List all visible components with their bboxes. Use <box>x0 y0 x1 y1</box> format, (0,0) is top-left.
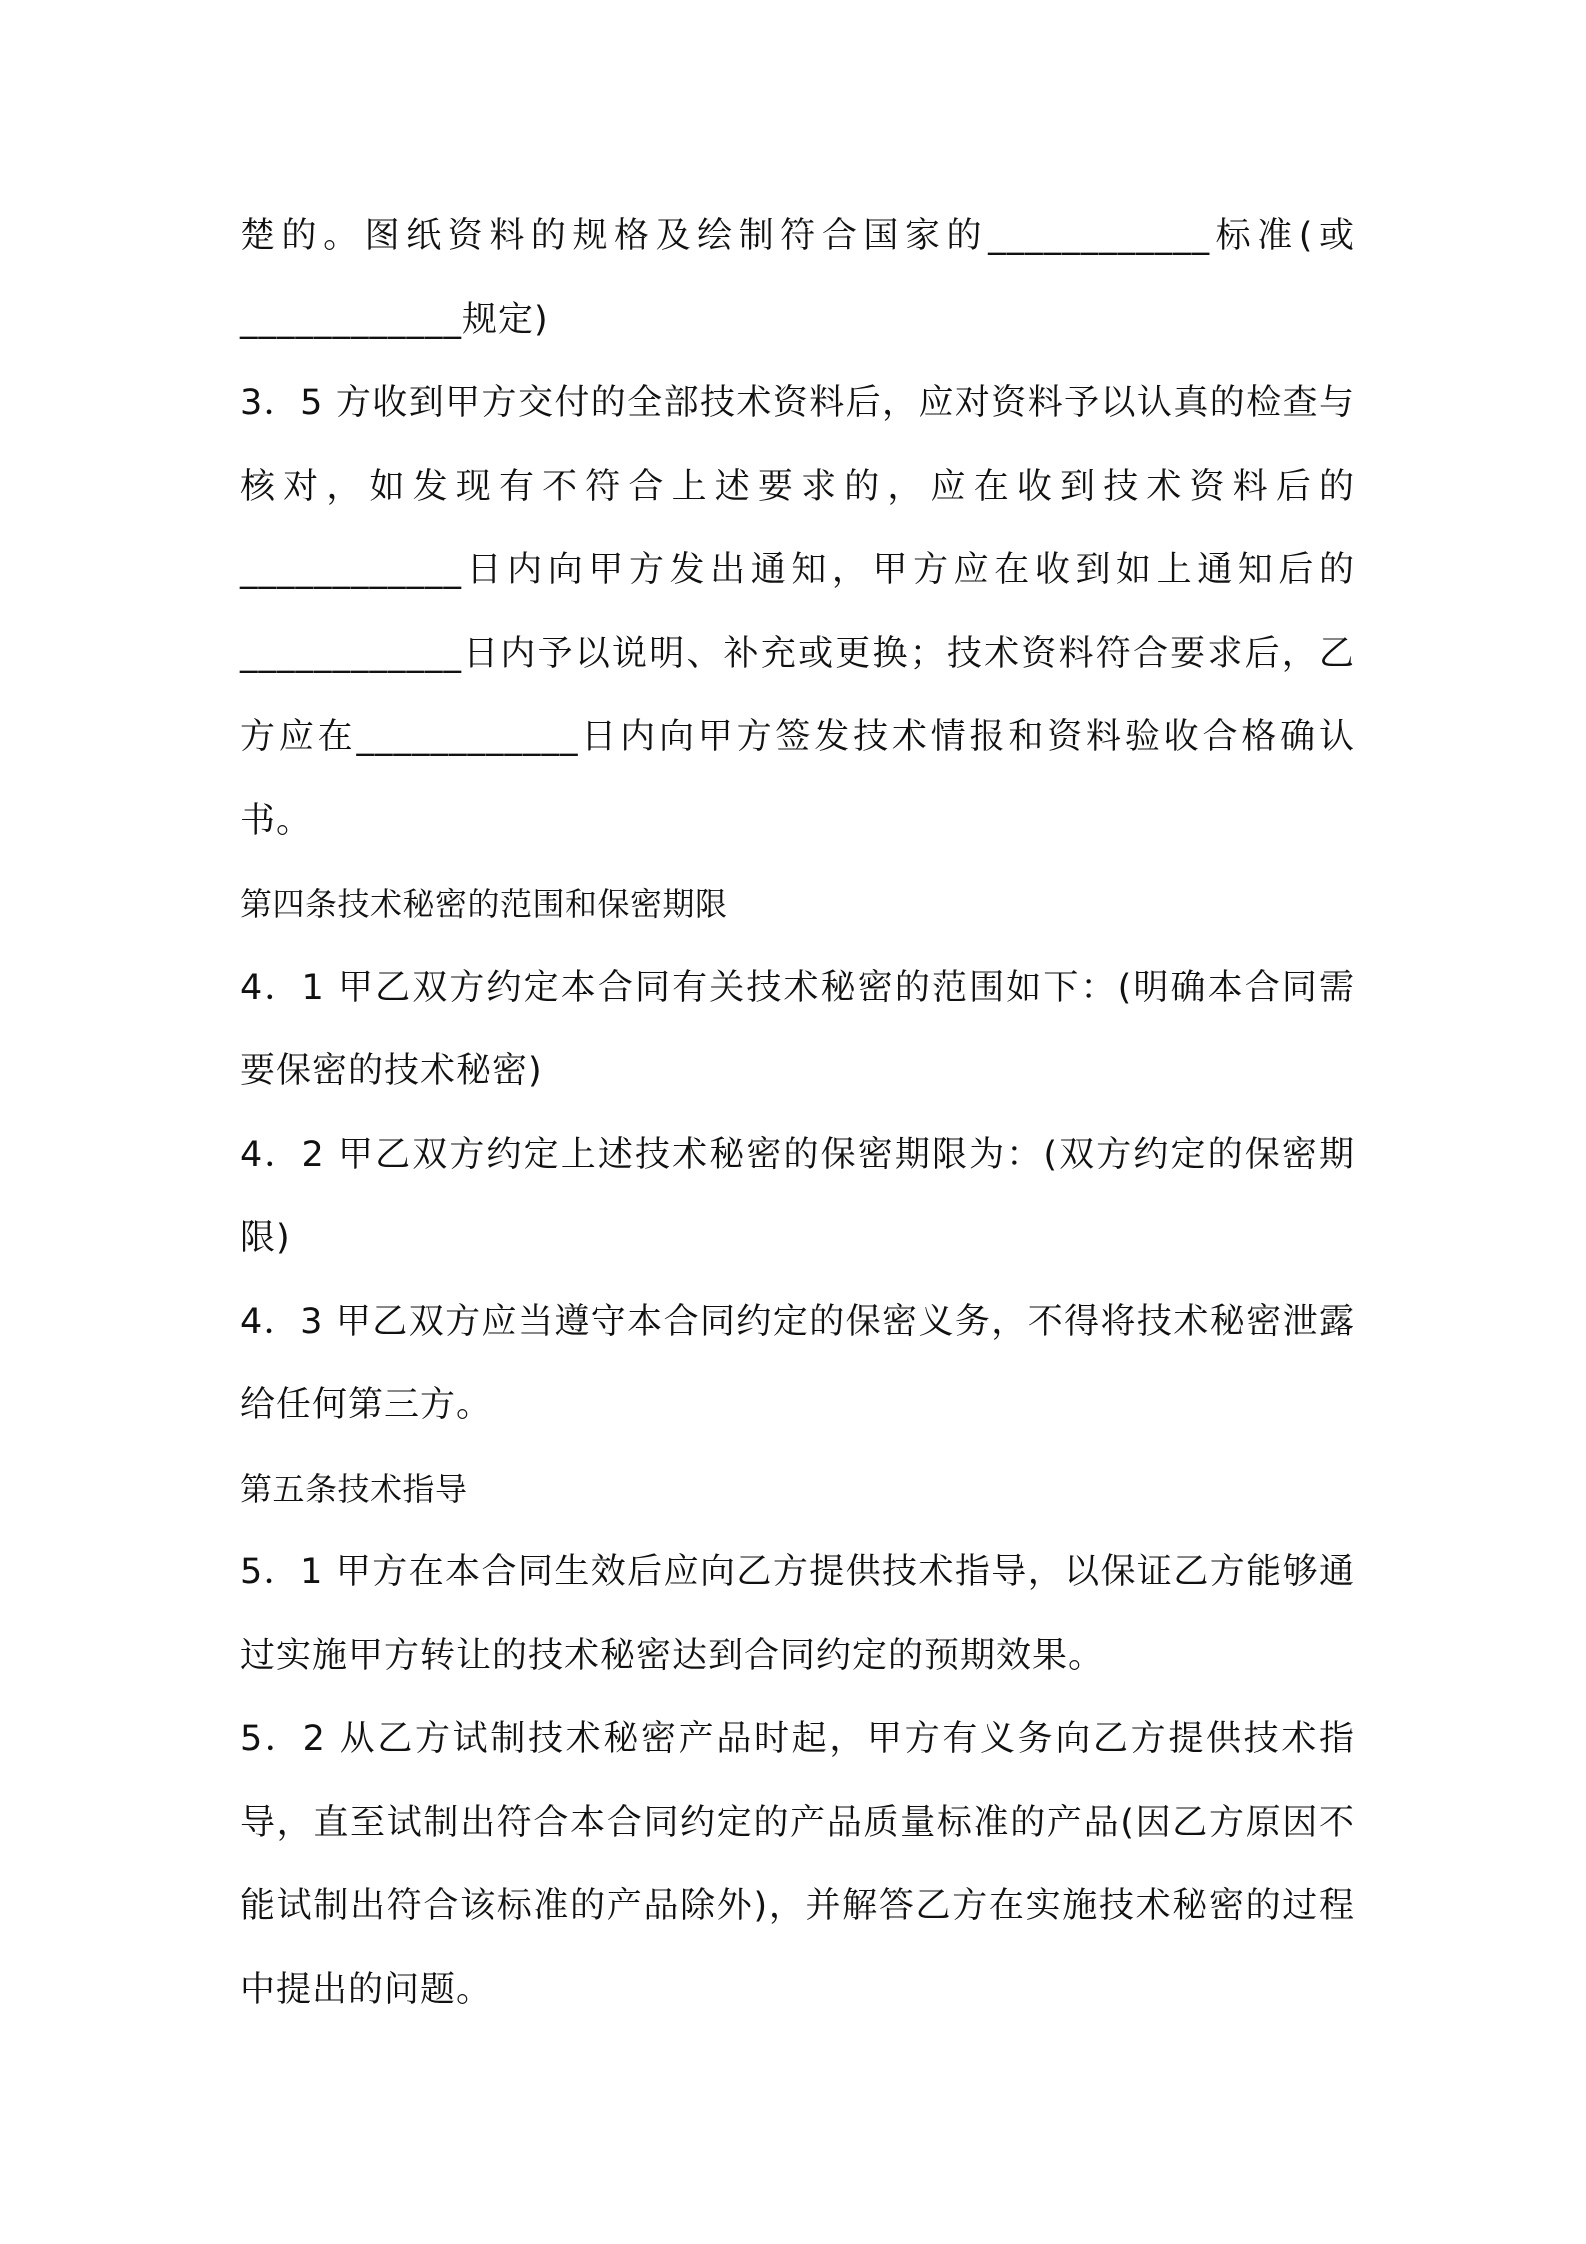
document-body <box>240 195 1355 2032</box>
paragraph-3-5: 3．5 方收到甲方交付的全部技术资料后，应对资料予以认真的检查与核对，如发现有不符合上述要求的，应在收到技术资料后的____________日内向甲方发出通知，甲方应在收到如上通知后的____________日内予以说明、补充或更换；技术资料符合要求后，乙方应在____________日内向甲方签发技术情报和资料验收合格确认书。 <box>240 383 1355 841</box>
paragraph-5-1: 5．1 甲方在本合同生效后应向乙方提供技术指导，以保证乙方能够通过实施甲方转让的技术秘密达到合同约定的预期效果。 <box>240 1552 1355 1676</box>
paragraph-drawing-standards: 楚的。图纸资料的规格及绘制符合国家的____________标准(或____________规定) <box>240 216 1355 340</box>
paragraph-5-2: 5．2 从乙方试制技术秘密产品时起，甲方有义务向乙方提供技术指导，直至试制出符合本合同约定的产品质量标准的产品(因乙方原因不能试制出符合该标准的产品除外)，并解答乙方在实施技术秘密的过程中提出的问题。 <box>240 1719 1355 2010</box>
paragraph-4-3: 4．3 甲乙双方应当遵守本合同约定的保密义务，不得将技术秘密泄露给任何第三方。 <box>240 1301 1355 1425</box>
section-heading-article-5: 第五条技术指导 <box>240 1469 468 1508</box>
paragraph-4-1: 4．1 甲乙双方约定本合同有关技术秘密的范围如下：(明确本合同需要保密的技术秘密) <box>240 967 1355 1091</box>
section-heading-article-4: 第四条技术秘密的范围和保密期限 <box>240 885 728 923</box>
paragraph-4-2: 4．2 甲乙双方约定上述技术秘密的保密期限为：(双方约定的保密期限) <box>240 1134 1355 1258</box>
